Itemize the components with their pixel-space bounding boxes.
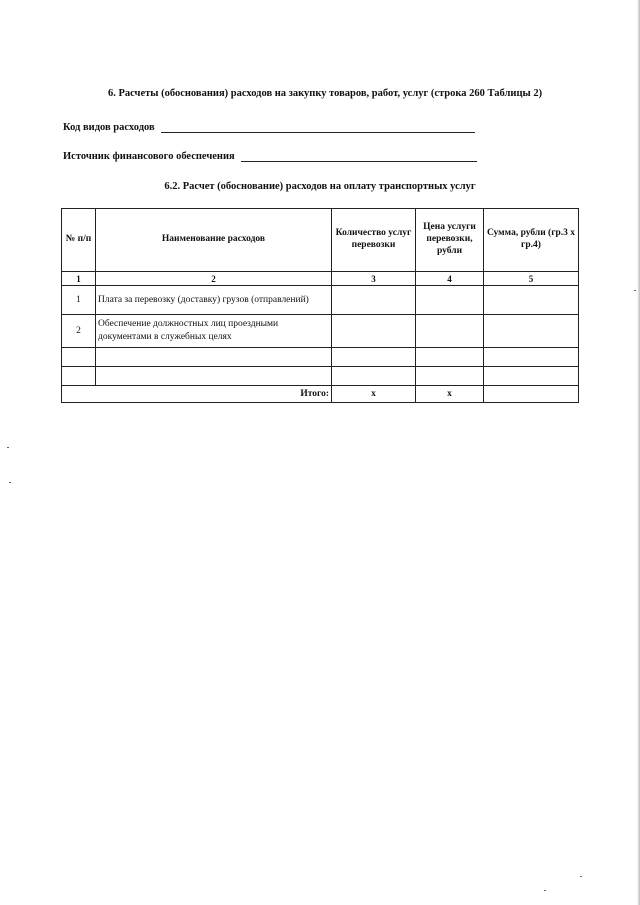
row-sum <box>484 315 579 348</box>
field-expense-code-line <box>161 121 475 133</box>
field-funding-source-label: Источник финансового обеспечения <box>63 151 235 162</box>
row-sum <box>484 348 579 367</box>
row-expense-name: Обеспечение должностных лиц проездными документами в служебных целях <box>96 315 332 348</box>
header-sum: Сумма, рубли (гр.3 х гр.4) <box>484 209 579 272</box>
header-expense-name: Наименование расходов <box>96 209 332 272</box>
row-quantity <box>332 286 416 315</box>
row-quantity <box>332 315 416 348</box>
scan-speck <box>544 890 546 891</box>
table-row <box>62 286 579 315</box>
table-row <box>62 315 579 348</box>
scan-speck <box>7 447 9 448</box>
scan-speck <box>9 482 11 483</box>
column-number: 5 <box>484 272 579 286</box>
field-funding-source <box>63 150 477 162</box>
column-number: 1 <box>62 272 96 286</box>
header-quantity: Количество услуг перевозки <box>332 209 416 272</box>
header-price: Цена услуги перевозки, рубли <box>416 209 484 272</box>
total-label: Итого: <box>62 386 332 403</box>
field-funding-source-line <box>241 150 477 162</box>
column-number: 3 <box>332 272 416 286</box>
total-price: x <box>416 386 484 403</box>
row-expense-name <box>96 348 332 367</box>
row-index <box>62 367 96 386</box>
column-number: 4 <box>416 272 484 286</box>
transport-cost-table <box>61 208 579 403</box>
row-expense-name: Плата за перевозку (доставку) грузов (отправлений) <box>96 286 332 315</box>
column-number: 2 <box>96 272 332 286</box>
section-title: 6. Расчеты (обоснования) расходов на закупку товаров, работ, услуг (строка 260 Таблицы 2) <box>107 88 543 99</box>
header-index: № п/п <box>62 209 96 272</box>
column-number-row <box>62 272 579 286</box>
row-sum <box>484 286 579 315</box>
row-quantity <box>332 367 416 386</box>
row-index: 2 <box>62 315 96 348</box>
row-quantity <box>332 348 416 367</box>
row-price <box>416 367 484 386</box>
table-row <box>62 367 579 386</box>
row-price <box>416 348 484 367</box>
field-expense-code-label: Код видов расходов <box>63 122 155 133</box>
row-price <box>416 315 484 348</box>
field-expense-code <box>63 121 475 133</box>
total-row <box>62 386 579 403</box>
table-row <box>62 348 579 367</box>
row-expense-name <box>96 367 332 386</box>
scan-speck <box>580 876 582 877</box>
row-price <box>416 286 484 315</box>
total-quantity: x <box>332 386 416 403</box>
total-sum <box>484 386 579 403</box>
row-index: 1 <box>62 286 96 315</box>
subsection-title: 6.2. Расчет (обоснование) расходов на оплату транспортных услуг <box>164 181 476 192</box>
table-header-row <box>62 209 579 272</box>
row-index <box>62 348 96 367</box>
scan-speck <box>634 290 636 291</box>
row-sum <box>484 367 579 386</box>
